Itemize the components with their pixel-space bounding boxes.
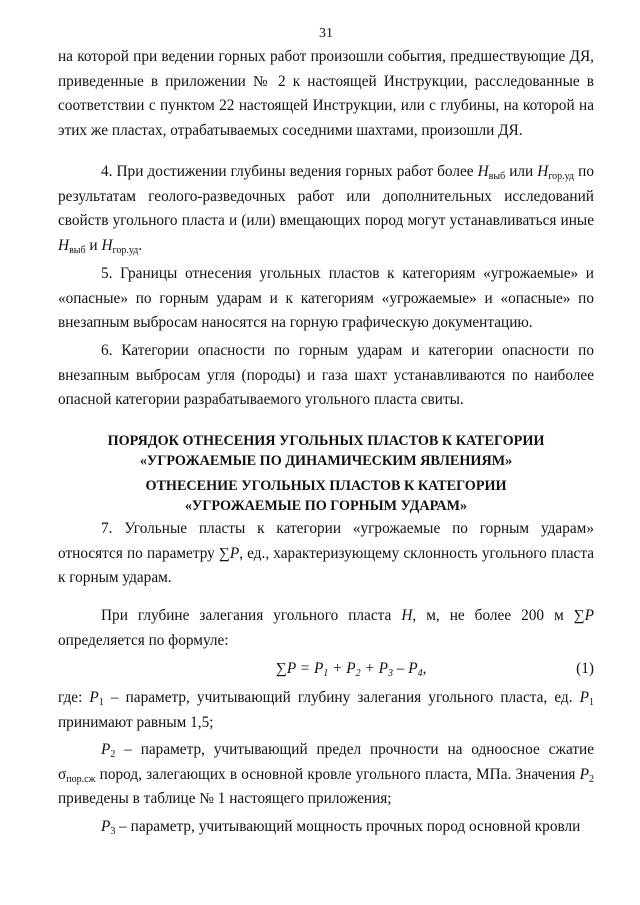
item-5-paragraph: 5. Границы отнесения угольных пластов к категориям «угрожаемые» и «опасные» по горным ударам и к категориям «угрожаемые» и «опасные» по внезапным выбросам наносятся на горную графическую документацию. <box>58 265 594 332</box>
item-6-paragraph: 6. Категории опасности по горным ударам и категории опасности по внезапным выбросам угля (породы) и газа шахт устанавливаются по наиболее опасной категории разрабатываемого угольного пласта свиты. <box>58 342 594 409</box>
item-4-paragraph: 4. При достижении глубины ведения горных работ более $H_{выб}$ или $H_{гор.уд}$ по результатам геолого-разведочных работ или дополнительных исследований свойств угольного пласта и (или) вмещающих пород могут устанавливаться иные $H_{выб}$ и $H_{гор.уд}$. <box>58 163 595 256</box>
p2-paragraph: $P_2$ – параметр, учитывающий предел прочности на одноосное сжатие $\sigma_{пор.сж}$ пород, залегающих в основной кровле угольного пласта, МПа. Значения $P_2$ приведены в таблице № 1 настоящего приложения; <box>58 741 594 808</box>
page-number: 31 <box>319 26 333 41</box>
formula-1 <box>58 657 594 681</box>
document-page <box>58 0 594 905</box>
section-heading-line-1: ПОРЯДОК ОТНЕСЕНИЯ УГОЛЬНЫХ ПЛАСТОВ К КАТЕГОРИИ <box>107 433 545 449</box>
depth-paragraph: При глубине залегания угольного пласта H, м, не более 200 м ∑P определяется по формуле: <box>58 607 594 649</box>
section-heading-line-2: «УГРОЖАЕМЫЕ ПО ДИНАМИЧЕСКИМ ЯВЛЕНИЯМ» <box>139 453 513 469</box>
section-heading <box>58 431 594 471</box>
formula-expression: $\sum P = P_1 + P_2 + P_3 - P_4$, <box>276 660 427 679</box>
p3-paragraph: $P_3$ – параметр, учитывающий мощность прочных пород основной кровли <box>101 818 581 837</box>
formula-number: (1) <box>576 660 594 677</box>
subsection-heading-line-1: ОТНЕСЕНИЕ УГОЛЬНЫХ ПЛАСТОВ К КАТЕГОРИИ <box>145 478 507 494</box>
continuation-paragraph: на которой при ведении горных работ произошли события, предшествующие ДЯ, приведенные в приложении № 2 к настоящей Инструкции, расследованные в соответствии с пунктом 22 настоящей Инструкции, или с глубины, на которой на этих же пластах, отрабатываемых соседними шахтами, произошли ДЯ. <box>58 48 594 139</box>
subsection-heading <box>58 476 594 516</box>
where-paragraph: где: $P_1$ – параметр, учитывающий глубину залегания угольного пласта, ед. $P_1$ принимают равным 1,5; <box>58 689 594 731</box>
item-7-paragraph: 7. Угольные пласты к категории «угрожаемые по горным ударам» относятся по параметру ∑P, ед., характеризующему склонность угольного пласта к горным ударам. <box>58 520 594 587</box>
subsection-heading-line-2: «УГРОЖАЕМЫЕ ПО ГОРНЫМ УДАРАМ» <box>184 498 468 514</box>
